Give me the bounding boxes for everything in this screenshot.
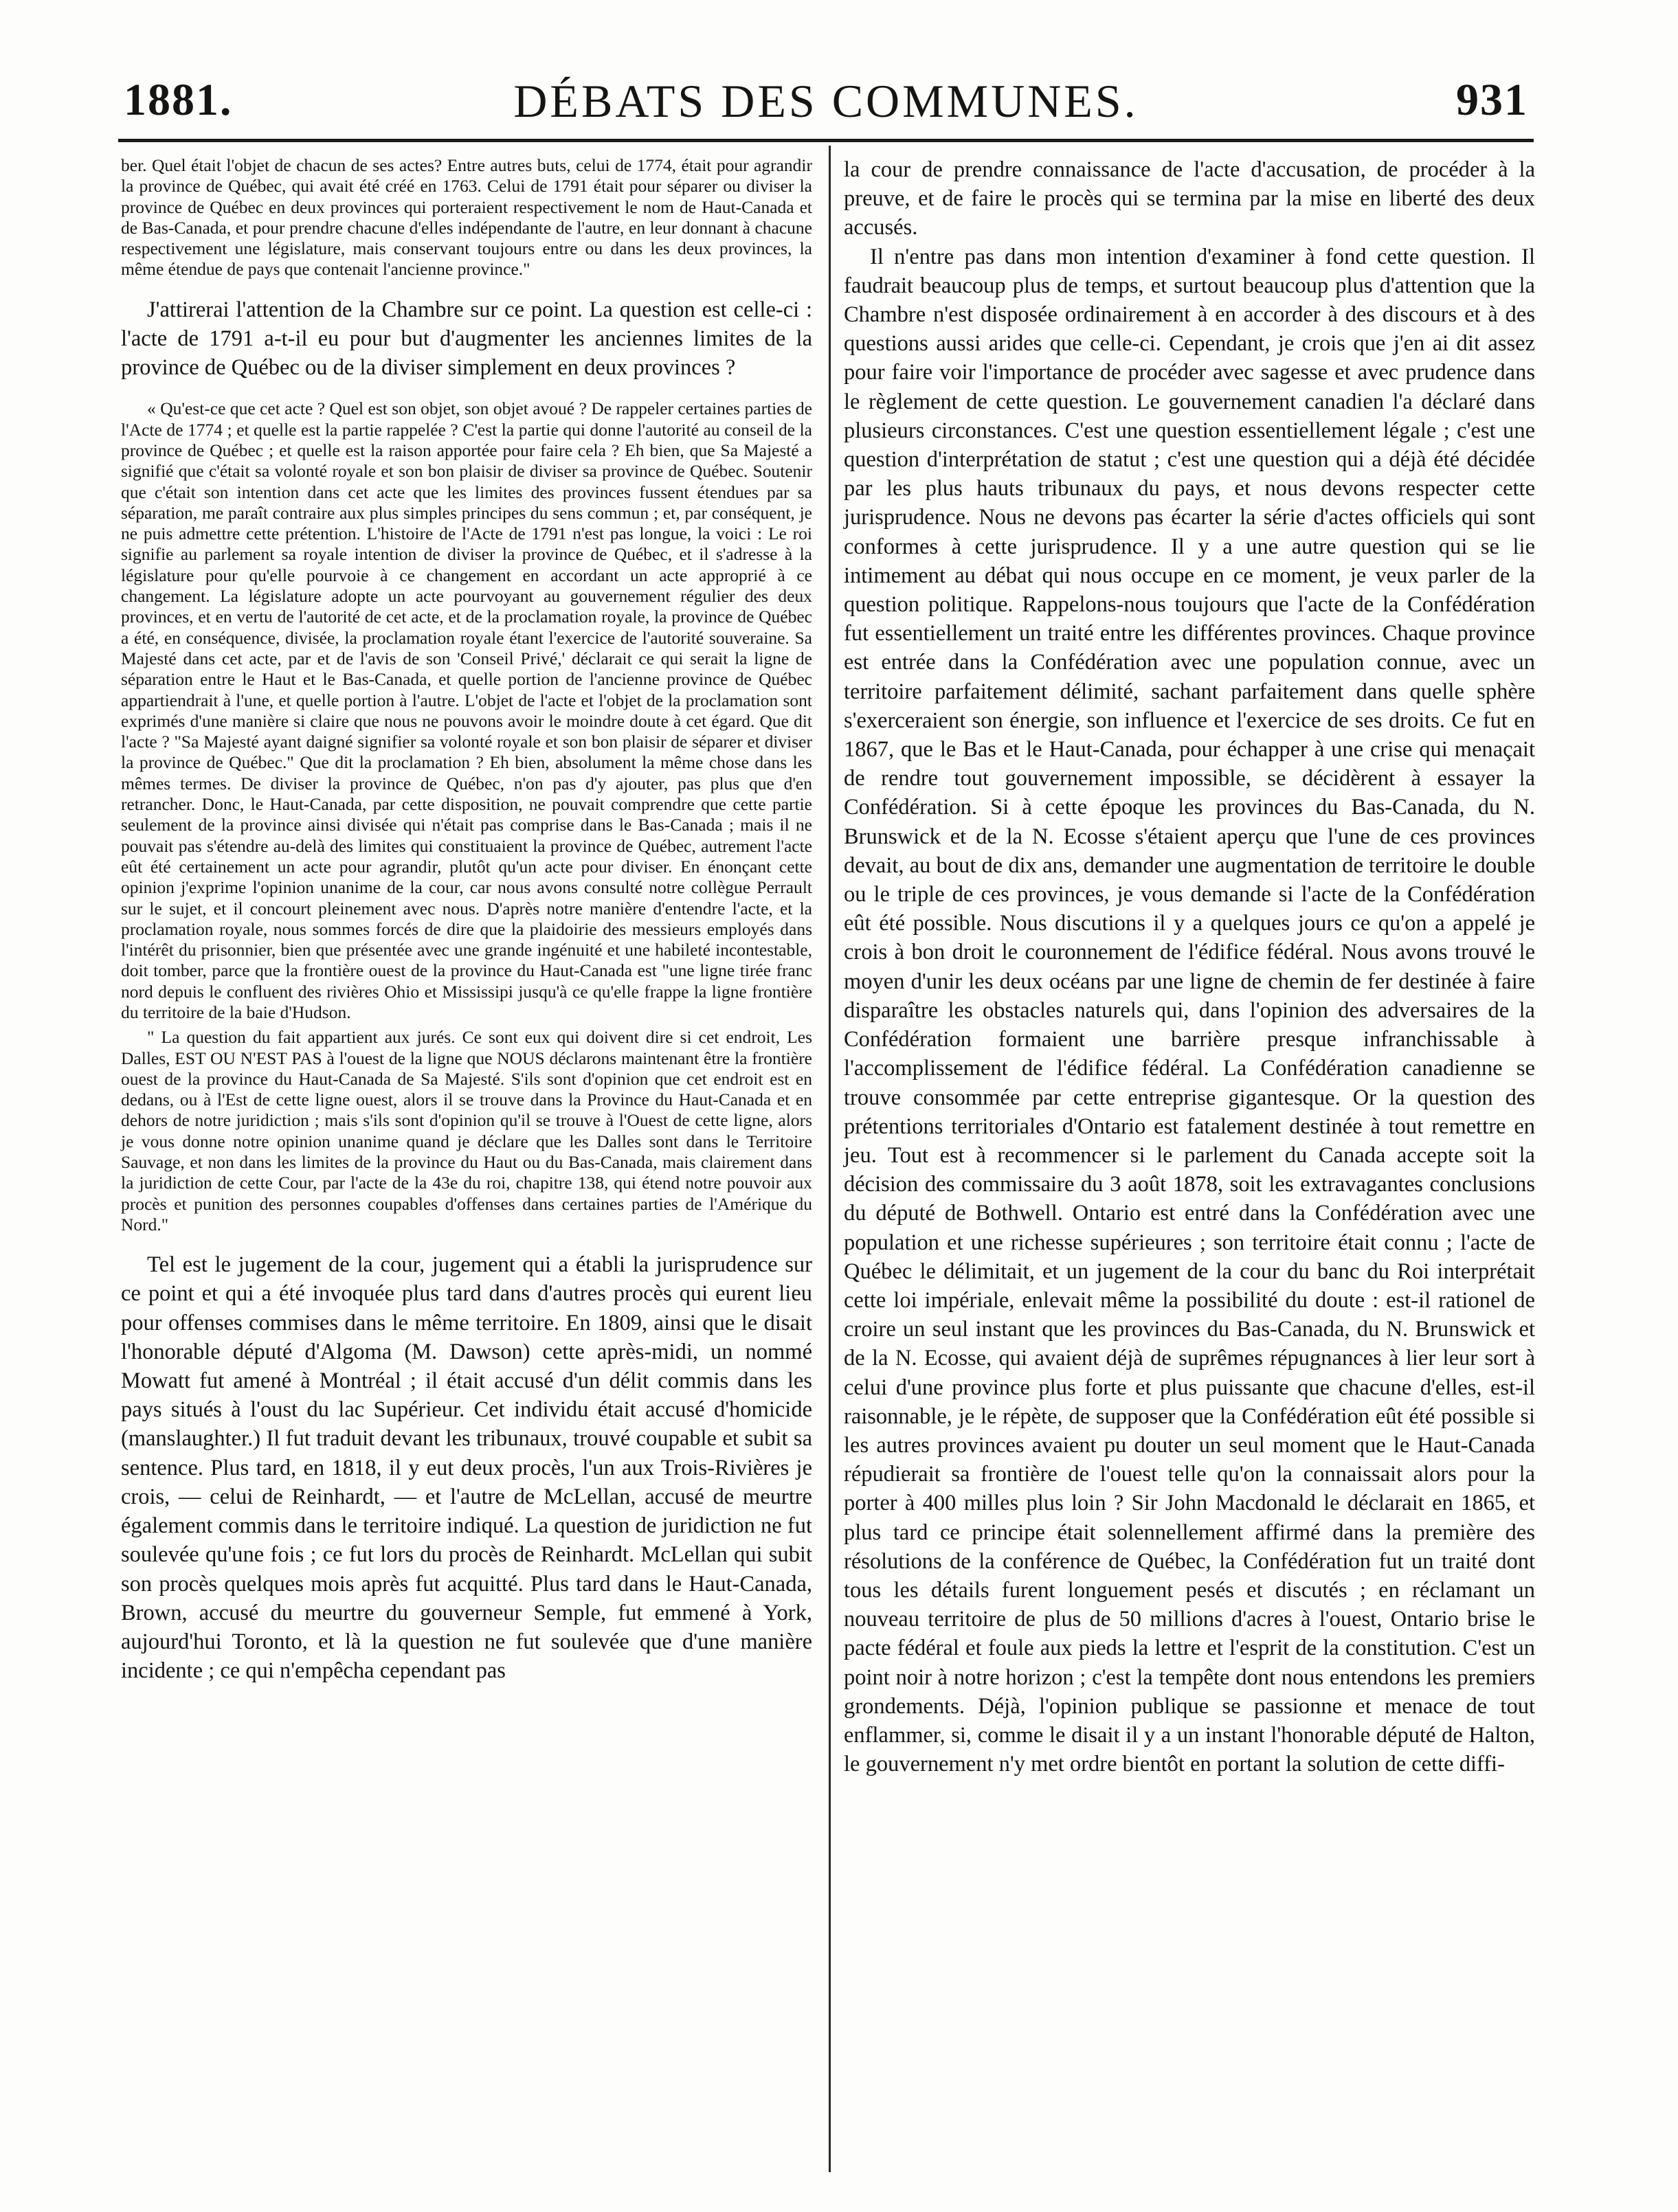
header-rule [118,139,1534,142]
quote-paragraph: " La question du fait appartient aux jurés. Ce sont eux qui doivent dire si cet endroit, Les Dalles, EST OU N'EST PAS à l'ouest de la ligne que NOUS déclarons maintenant être la frontière ouest de la province du Haut-Canada de Sa Majesté. S'ils sont d'opinion que cet endroit est en dedans, ou à l'Est de cette ligne ouest, alors il se trouve dans la Province du Haut-Canada et en dehors de notre juridiction ; mais s'ils sont d'opinion qu'il se trouve à l'Ouest de cette ligne, alors je vous donne notre opinion unanime quand je déclare que les Dalles sont dans le Territoire Sauvage, et non dans les limites de la province du Haut ou du Bas-Canada, mais clairement dans la juridiction de cette Cour, par l'acte de la 43e du roi, chapitre 138, qui étend notre pouvoir aux procès et punition des personnes coupables d'offenses dans certaines parties de l'Amérique du Nord." [121,1027,812,1234]
left-column [121,155,812,1685]
quote-paragraph: « Qu'est-ce que cet acte ? Quel est son objet, son objet avoué ? De rappeler certaines parties de l'Acte de 1774 ; et quelle est la partie rappelée ? C'est la partie qui donne l'autorité au conseil de la province de Québec ; et quelle est la raison apportée pour faire cela ? Eh bien, que Sa Majesté a signifié que c'était sa volonté royale et son bon plaisir de diviser sa province de Québec. Soutenir que c'était son intention dans cet acte que les limites des provinces fussent étendues par sa séparation, me paraît contraire aux plus simples principes du sens commun ; et, par conséquent, je ne puis admettre cette prétention. L'histoire de l'Acte de 1791 n'est pas longue, la voici : Le roi signifie au parlement sa royale intention de diviser la province de Québec, et il s'adresse à la législature pour qu'elle pourvoie à ce changement en accordant un acte approprié à ce changement. La législature adopte un acte pourvoyant au gouvernement régulier des deux provinces, et en vertu de l'autorité de cet acte, et de la proclamation royale, la province de Québec a été, en conséquence, divisée, la proclamation royale étant l'exercice de l'autorité souveraine. Sa Majesté dans cet acte, par et de l'avis de son 'Conseil Privé,' déclarait ce qui serait la ligne de séparation entre le Haut et le Bas-Canada, et quelle portion de l'ancienne province de Québec appartiendrait à l'une, et quelle portion à l'autre. L'objet de l'acte et l'objet de la proclamation sont exprimés d'une manière si claire que nous ne pouvons avoir le moindre doute à cet égard. Que dit l'acte ? "Sa Majesté ayant daigné signifier sa volonté royale et son bon plaisir de séparer et diviser la province de Québec." Que dit la proclamation ? Eh bien, absolument la même chose dans les mêmes termes. De diviser la province de Québec, n'on pas d'y ajouter, pas plus que d'en retrancher. Donc, le Haut-Canada, par cette disposition, ne pouvait comprendre que cette partie seulement de la province ainsi divisée qui n'était pas comprise dans le Bas-Canada ; mais il ne pouvait pas s'étendre au-delà des limites qui constituaient la province de Québec, autrement l'acte eût été certainement un acte pour agrandir, plutôt qu'un acte pour diviser. En énonçant cette opinion j'exprime l'opinion unanime de la cour, car nous avons consulté notre collègue Perrault sur le sujet, et il concourt pleinement avec nous. D'après notre manière d'entendre l'acte, et la proclamation royale, nous sommes forcés de dire que la plaidoirie des messieurs employés dans l'intérêt du prisonnier, bien que présentée avec une grande ingénuité et une habileté incontestable, doit tomber, parce que la frontière ouest de la province du Haut-Canada est "une ligne tirée franc nord depuis le confluent des rivières Ohio et Mississipi jusqu'à ce qu'elle frappe la ligne frontière du territoire de la baie d'Hudson. [121,398,812,1022]
header-year: 1881. [124,75,233,125]
body-paragraph: Il n'entre pas dans mon intention d'examiner à fond cette question. Il faudrait beaucoup plus de temps, et surtout beaucoup plus d'attention que la Chambre n'est disposée ordinairement à en accorder à des discours et à des questions aussi arides que celle-ci. Cependant, je crois que j'en ai dit assez pour faire voir l'importance de procéder avec sagesse et avec prudence dans le règlement de cette question. Le gouvernement canadien l'a déclaré dans plusieurs circonstances. C'est une question essentiellement légale ; c'est une question d'interprétation de statut ; c'est une question qui a déjà été décidée par les plus hauts tribunaux du pays, et nous devons respecter cette jurisprudence. Nous ne devons pas écarter la série d'actes officiels qui sont conformes à cette jurisprudence. Il y a une autre question qui se lie intimement au débat qui nous occupe en ce moment, je veux parler de la question politique. Rappelons-nous toujours que l'acte de la Confédération fut essentiellement un traité entre les différentes provinces. Chaque province est entrée dans la Confédération avec une population connue, avec un territoire parfaitement délimité, sachant parfaitement dans quelle sphère s'exerceraient son énergie, son influence et l'exercice de ses droits. Ce fut en 1867, que le Bas et le Haut-Canada, pour échapper à une crise qui menaçait de rendre tout gouvernement impossible, se décidèrent à essayer la Confédération. Si à cette époque les provinces du Bas-Canada, du N. Brunswick et de la N. Ecosse s'étaient aperçu que l'une de ces provinces devait, au bout de dix ans, demander une augmentation de territoire le double ou le triple de ces provinces, je vous demande si l'acte de la Confédération eût été possible. Nous discutions il y a quelques jours ce qu'on a appelé je crois à bon droit le couronnement de l'édifice fédéral. Nous avons trouvé le moyen d'unir les deux océans par une ligne de chemin de fer destinée à faire disparaître les obstacles naturels qui, dans l'opinion des adversaires de la Confédération formaient une barrière presque infranchissable à l'accomplissement de l'édifice fédéral. La Confédération canadienne se trouve consommée par cette entreprise gigantesque. Or la question des prétentions territoriales d'Ontario est fatalement destinée à tout remettre en jeu. Tout est à recommencer si le parlement du Canada accepte soit la décision des commissaire du 3 août 1878, soit les extravagantes conclusions du député de Bothwell. Ontario est entré dans la Confédération avec une population et une richesse supérieures ; son territoire était connu ; l'acte de Québec le délimitait, et un jugement de la cour du banc du Roi interprétait cette loi impériale, enlevait même la possibilité du doute : est-il rationel de croire un seul instant que les provinces du Bas-Canada, du N. Brunswick et de la N. Ecosse, qui avaient déjà de suprêmes répugnances à lier leur sort à celui d'une province plus forte et plus puissante que chacune d'elles, est-il raisonnable, je le répète, de supposer que la Confédération eût été possible si les autres provinces avaient pu douter un seul moment que le Haut-Canada répudierait sa frontière de l'ouest telle qu'on la connaissait alors pour la porter à 400 milles plus loin ? Sir John Macdonald le déclarait en 1865, et plus tard ce principe était solennellement affirmé dans la première des résolutions de la conférence de Québec, la Confédération fut un traité dont tous les détails furent longuement pesés et discutés ; en réclamant un nouveau territoire de plus de 50 millions d'acres à l'ouest, Ontario brise le pacte fédéral et foule aux pieds la lettre et l'esprit de la constitution. C'est un point noir à notre horizon ; c'est la tempête dont nous entendons les premiers grondements. Déjà, l'opinion publique se passionne et menace de tout enflammer, si, comme le disait il y a un instant l'honorable député de Halton, le gouvernement n'y met ordre bientôt en portant la solution de cette diffi- [844,244,1535,1777]
column-divider [829,146,831,2172]
body-paragraph: J'attirerai l'attention de la Chambre sur ce point. La question est celle-ci : l'acte de 1791 a-t-il eu pour but d'augmenter les anciennes limites de la province de Québec ou de la diviser simplement en deux provinces ? [121,297,812,381]
header-title: DÉBATS DES COMMUNES. [513,75,1139,127]
body-paragraph: Tel est le jugement de la cour, jugement qui a établi la jurisprudence sur ce point et qui a été invoquée plus tard dans d'autres procès qui eurent lieu pour offenses commises dans le même territoire. En 1809, ainsi que le disait l'honorable député d'Algoma (M. Dawson) cette après-midi, un nommé Mowatt fut amené à Montréal ; il était accusé d'un délit commis dans les pays situés à l'oust du lac Supérieur. Cet individu était accusé d'homicide (manslaughter.) Il fut traduit devant les tribunaux, trouvé coupable et subit sa sentence. Plus tard, en 1818, il y eut deux procès, l'un aux Trois-Rivières je crois, — celui de Reinhardt, — et l'autre de McLellan, accusé de meurtre également commis dans le territoire indiqué. La question de juridiction ne fut soulevée qu'une fois ; ce fut lors du procès de Reinhardt. McLellan qui subit son procès quelques mois après fut acquitté. Plus tard dans le Haut-Canada, Brown, accusé du meurtre du gouverneur Semple, fut emmené à York, aujourd'hui Toronto, et là la question ne fut soulevée que d'une manière incidente ; ce qui n'empêcha cependant pas [121,1252,812,1684]
page-header [118,74,1534,129]
quote-paragraph: ber. Quel était l'objet de chacun de ses actes? Entre autres buts, celui de 1774, était pour agrandir la province de Québec, qui avait été créé en 1763. Celui de 1791 était pour séparer ou diviser la province de Québec en deux provinces qui porteraient respectivement le nom de Haut-Canada et de Bas-Canada, et pour prendre chacune d'elles indépendante de l'autre, en leur donnant à chacune respectivement une législature, mais conservant toujours entre ou dans les deux provinces, la même étendue de pays que contenait l'ancienne province." [121,155,812,280]
right-column [844,155,1535,1779]
header-page-number: 931 [1456,75,1528,125]
body-paragraph: la cour de prendre connaissance de l'acte d'accusation, de procéder à la preuve, et de faire le procès qui se termina par la mise en liberté des deux accusés. [844,157,1535,240]
